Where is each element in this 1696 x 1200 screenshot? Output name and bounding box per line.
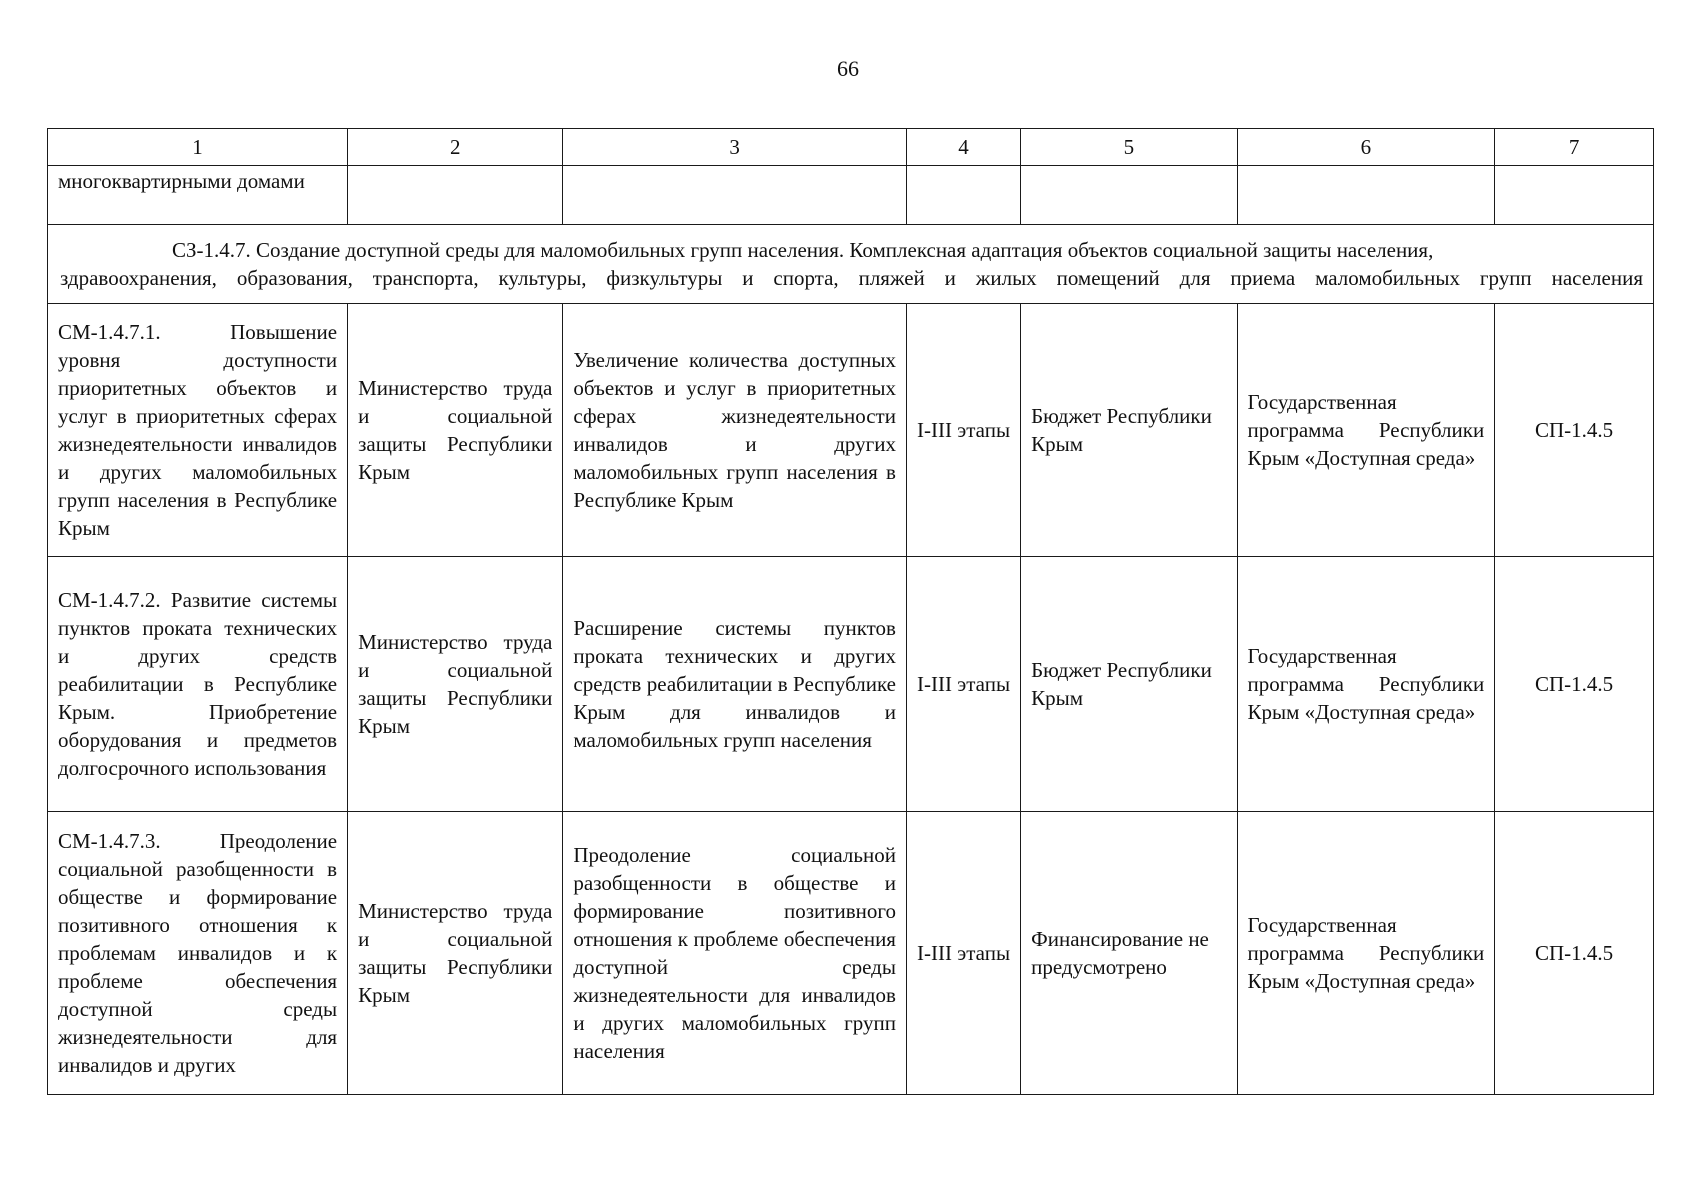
measures-table [47, 128, 1654, 1095]
column-number-1: 1 [48, 129, 348, 166]
program-cell: Государственная программа Республики Крым «Доступная среда» [1237, 812, 1495, 1095]
section-heading [48, 225, 1654, 304]
column-number-row [48, 129, 1654, 166]
table-row [48, 304, 1654, 557]
table-row [48, 557, 1654, 812]
funding-cell: Бюджет Республики Крым [1021, 304, 1237, 557]
section-heading-line-2: здравоохранения, образования, транспорта, культуры, физкультуры и спорта, пляжей и жилых помещений для приема маломобильных групп населения [60, 266, 1643, 290]
measure-cell: СМ-1.4.7.3. Преодоление социальной разобщенности в обществе и формирование позитивного отношения к проблемам инвалидов и к проблеме обеспечения доступной среды жизнедеятельности для инвалидов и других [48, 812, 348, 1095]
executor-cell: Министерство труда и социальной защиты Республики Крым [348, 557, 563, 812]
result-cell: Расширение системы пунктов проката технических и других средств реабилитации в Республике Крым для инвалидов и маломобильных групп населения [563, 557, 907, 812]
code-cell: СП-1.4.5 [1495, 557, 1654, 812]
code-cell: СП-1.4.5 [1495, 812, 1654, 1095]
column-number-4: 4 [906, 129, 1020, 166]
column-number-3: 3 [563, 129, 907, 166]
funding-cell: Бюджет Республики Крым [1021, 557, 1237, 812]
executor-cell: Министерство труда и социальной защиты Республики Крым [348, 304, 563, 557]
empty-cell [348, 166, 563, 225]
column-number-6: 6 [1237, 129, 1495, 166]
executor-cell: Министерство труда и социальной защиты Республики Крым [348, 812, 563, 1095]
program-cell: Государственная программа Республики Крым «Доступная среда» [1237, 304, 1495, 557]
page-number: 66 [837, 56, 859, 81]
section-heading-row [48, 225, 1654, 304]
empty-cell [563, 166, 907, 225]
stages-cell: I-III этапы [906, 812, 1020, 1095]
empty-cell [1495, 166, 1654, 225]
program-cell: Государственная программа Республики Крым «Доступная среда» [1237, 557, 1495, 812]
code-cell: СП-1.4.5 [1495, 304, 1654, 557]
continuation-row [48, 166, 1654, 225]
empty-cell [1237, 166, 1495, 225]
stages-cell: I-III этапы [906, 304, 1020, 557]
result-cell: Увеличение количества доступных объектов и услуг в приоритетных сферах жизнедеятельности инвалидов и других маломобильных групп населения в Республике Крым [563, 304, 907, 557]
measure-cell: СМ-1.4.7.1. Повышение уровня доступности приоритетных объектов и услуг в приоритетных сферах жизнедеятельности инвалидов и других маломобильных групп населения в Республике Крым [48, 304, 348, 557]
measure-cell: СМ-1.4.7.2. Развитие системы пунктов проката технических и других средств реабилитации в Республике Крым. Приобретение оборудования и предметов долгосрочного использования [48, 557, 348, 812]
stages-cell: I-III этапы [906, 557, 1020, 812]
column-number-2: 2 [348, 129, 563, 166]
column-number-5: 5 [1021, 129, 1237, 166]
continuation-cell: многоквартирными домами [48, 166, 348, 225]
table-row [48, 812, 1654, 1095]
empty-cell [1021, 166, 1237, 225]
section-heading-line-1: СЗ-1.4.7. Создание доступной среды для маломобильных групп населения. Комплексная адаптация объектов социальной защиты населения, [172, 238, 1434, 262]
column-number-7: 7 [1495, 129, 1654, 166]
funding-cell: Финансирование не предусмотрено [1021, 812, 1237, 1095]
result-cell: Преодоление социальной разобщенности в обществе и формирование позитивного отношения к проблеме обеспечения доступной среды жизнедеятельности для инвалидов и других маломобильных групп населения [563, 812, 907, 1095]
empty-cell [906, 166, 1020, 225]
